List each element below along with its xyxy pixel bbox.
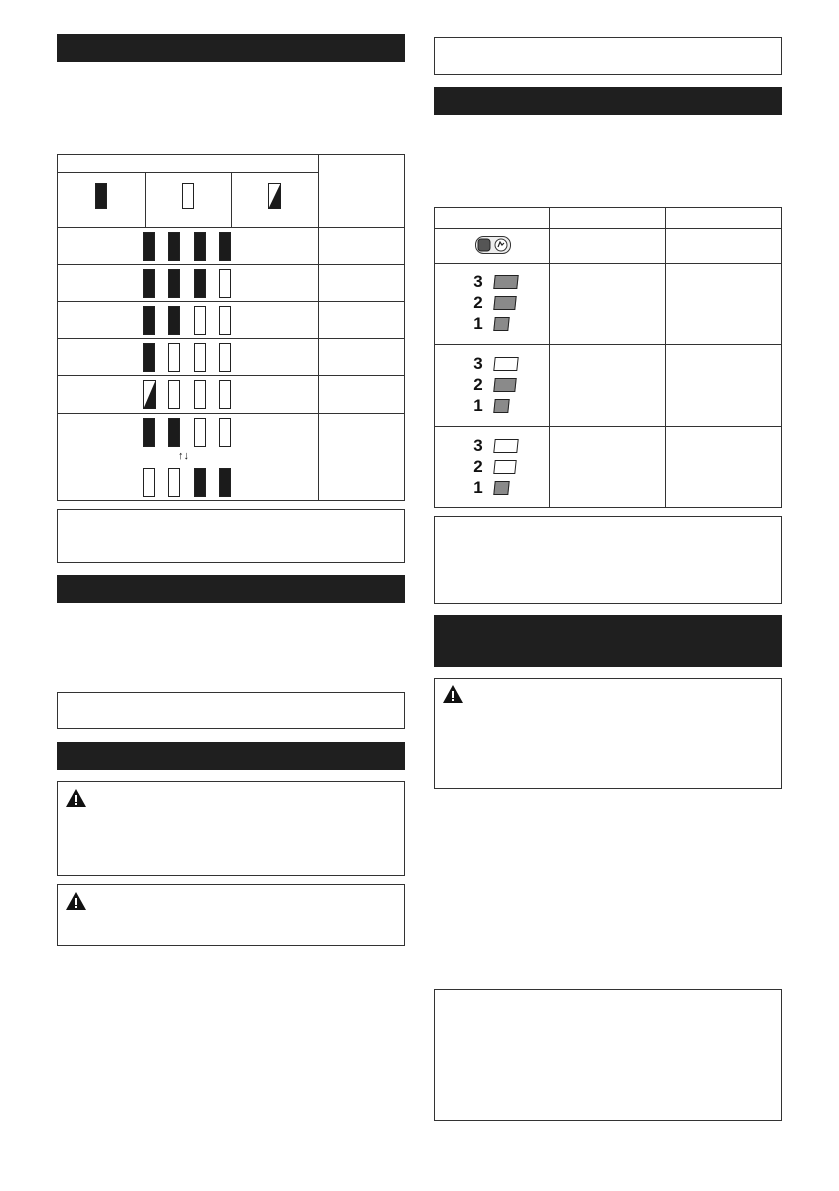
table-divider [665, 208, 666, 507]
level-number: 1 [473, 396, 483, 415]
level-segment-on [493, 296, 516, 310]
table-divider [435, 228, 781, 229]
warning-triangle-icon [442, 684, 464, 704]
table-divider [58, 264, 404, 265]
level-number: 2 [473, 375, 483, 394]
note-box-3 [434, 37, 782, 75]
warning-box-3 [434, 678, 782, 789]
lighted-lamp [168, 232, 180, 261]
note-box-2 [57, 692, 405, 729]
level-segment-on [493, 378, 516, 392]
blinking-lamp-symbol [268, 183, 281, 209]
warning-triangle-icon [65, 788, 87, 808]
alternating-arrows: ↑↓ [178, 450, 189, 462]
lighted-lamp [143, 232, 155, 261]
level-segment-on [493, 399, 509, 413]
note-box-5 [434, 989, 782, 1121]
warning-box-2 [57, 884, 405, 946]
level-number: 3 [473, 272, 483, 291]
lighted-lamp [219, 468, 231, 497]
section-header-bar-3 [57, 742, 405, 770]
table-divider [58, 375, 404, 376]
lighted-lamp [143, 343, 155, 372]
lighted-lamp [194, 232, 206, 261]
lighted-lamp [143, 418, 155, 447]
table-divider [145, 172, 146, 227]
warning-triangle-icon [65, 891, 87, 911]
mode-indicator-table [434, 207, 782, 508]
level-number: 1 [473, 478, 483, 497]
off-lamp [194, 380, 206, 409]
off-lamp [168, 343, 180, 372]
off-lamp [219, 380, 231, 409]
level-segment-on [493, 481, 509, 495]
off-lamp [219, 306, 231, 335]
off-lamp [143, 468, 155, 497]
table-divider [58, 413, 404, 414]
off-lamp [194, 343, 206, 372]
note-box-4 [434, 516, 782, 604]
level-segment-off [493, 439, 518, 453]
off-lamp [219, 269, 231, 298]
off-lamp [219, 418, 231, 447]
off-lamp [219, 343, 231, 372]
mode-button-icon [475, 236, 511, 254]
off-lamp [168, 380, 180, 409]
lighted-lamp [143, 306, 155, 335]
warning-box-1 [57, 781, 405, 876]
level-number: 1 [473, 314, 483, 333]
off-lamp-symbol [182, 183, 194, 209]
table-divider [231, 172, 232, 227]
level-number: 2 [473, 457, 483, 476]
table-divider [435, 426, 781, 427]
table-divider [58, 338, 404, 339]
table-divider [435, 344, 781, 345]
lighted-lamp [168, 418, 180, 447]
level-segment-off [493, 357, 518, 371]
off-lamp [194, 418, 206, 447]
section-header-bar-5 [434, 615, 782, 667]
lighted-lamp-symbol [95, 183, 107, 209]
off-lamp [194, 306, 206, 335]
table-divider [58, 172, 318, 173]
level-number: 3 [473, 354, 483, 373]
level-segment-off [493, 460, 516, 474]
lighted-lamp [168, 306, 180, 335]
note-box-1 [57, 509, 405, 563]
lighted-lamp [194, 269, 206, 298]
level-segment-on [493, 275, 518, 289]
off-lamp [168, 468, 180, 497]
section-header-bar-1 [57, 34, 405, 62]
level-number: 3 [473, 436, 483, 455]
table-divider [58, 227, 404, 228]
table-divider [435, 263, 781, 264]
level-number: 2 [473, 293, 483, 312]
table-divider [549, 208, 550, 507]
section-header-bar-2 [57, 575, 405, 603]
table-divider [318, 155, 319, 500]
level-segment-on [493, 317, 509, 331]
lighted-lamp [143, 269, 155, 298]
lighted-lamp [168, 269, 180, 298]
battery-indicator-table [57, 154, 405, 501]
lighted-lamp [194, 468, 206, 497]
blinking-lamp [143, 380, 156, 409]
table-divider [58, 301, 404, 302]
lighted-lamp [219, 232, 231, 261]
section-header-bar-4 [434, 87, 782, 115]
